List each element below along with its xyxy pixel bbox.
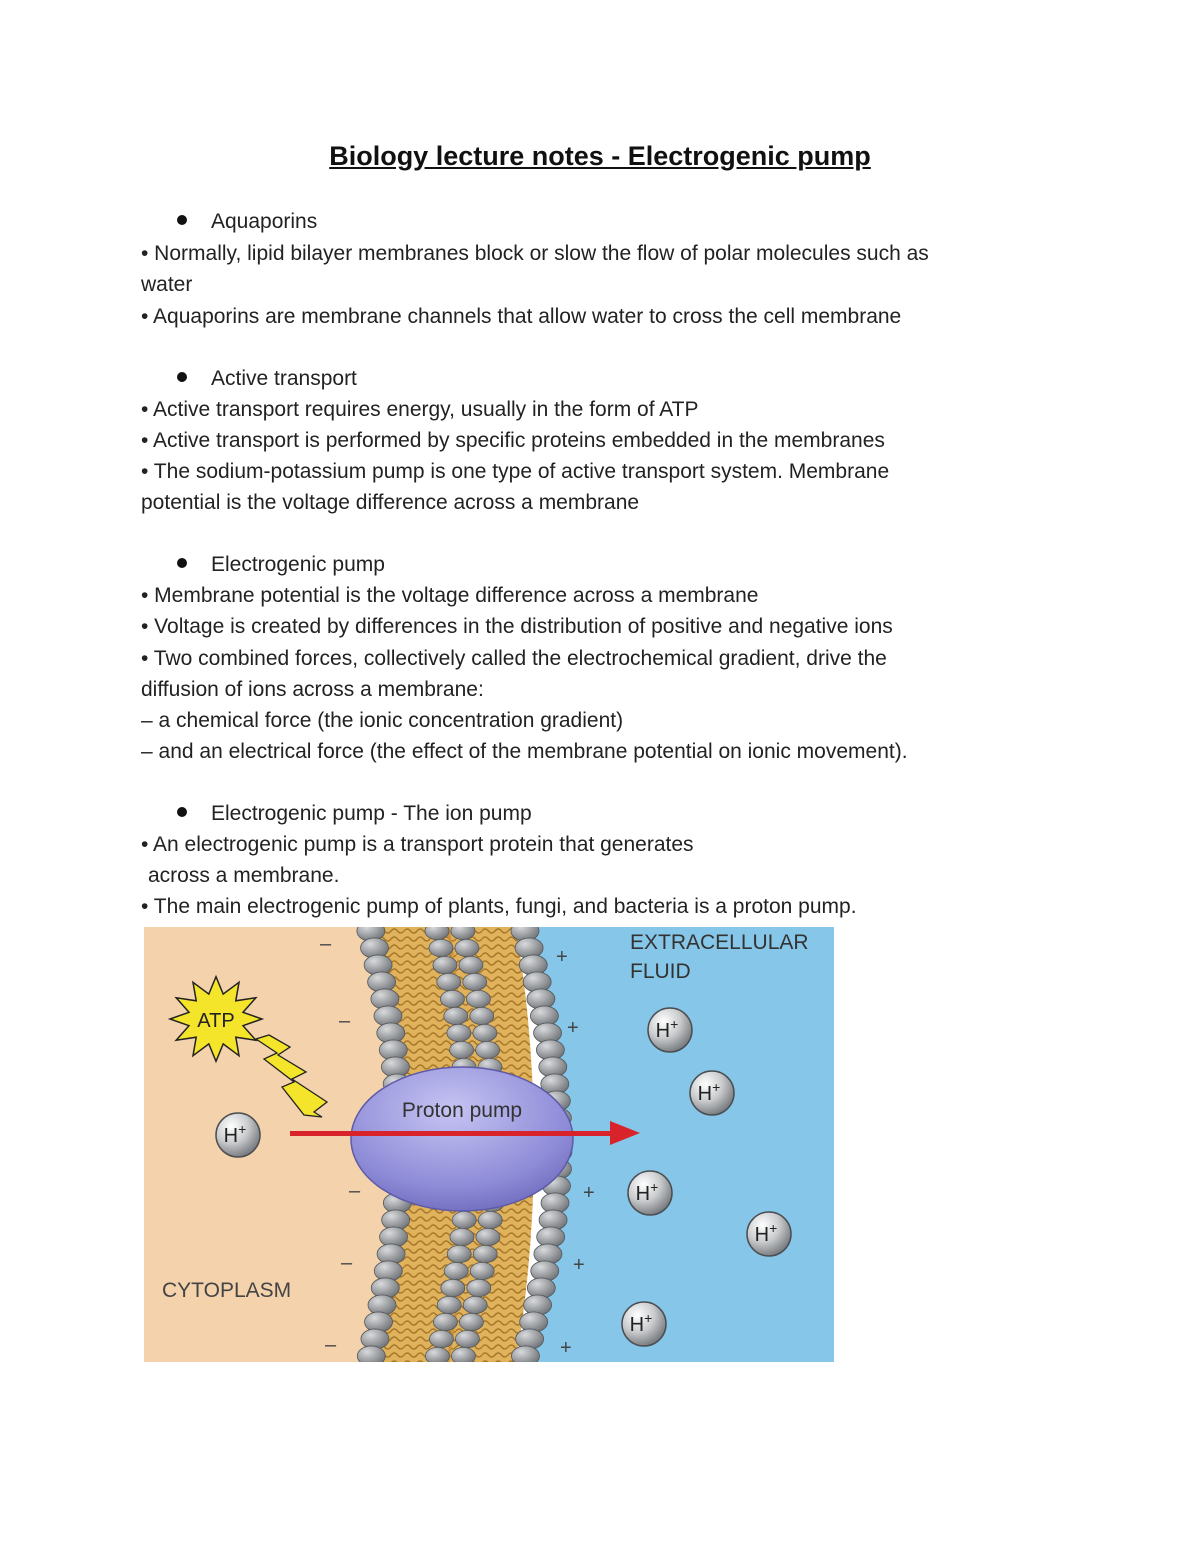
paragraph-line: • Voltage is created by differences in the distribution of positive and negative ions: [141, 615, 893, 638]
paragraph-line: water: [141, 273, 193, 296]
lipid-head: [463, 1296, 487, 1313]
extracellular-label: EXTRACELLULAR: [630, 931, 809, 954]
lipid-head: [455, 939, 479, 956]
svg-text:ATP: ATP: [197, 1010, 235, 1032]
paragraph-line: diffusion of ions across a membrane:: [141, 678, 484, 701]
lipid-head: [441, 1279, 465, 1296]
lipid-head: [463, 973, 487, 990]
svg-text:–: –: [339, 1010, 351, 1032]
svg-text:H+: H+: [629, 1310, 653, 1336]
lipid-head: [440, 990, 464, 1007]
bullet-icon: [177, 807, 187, 817]
svg-text:H+: H+: [655, 1016, 679, 1042]
lipid-head: [437, 1296, 461, 1313]
lipid-head: [466, 990, 490, 1007]
svg-text:–: –: [341, 1252, 353, 1274]
proton-pump-label: Proton pump: [401, 1099, 523, 1122]
lipid-head: [447, 1245, 471, 1262]
hydrogen-ion-icon: [622, 1302, 666, 1346]
lipid-head: [451, 1347, 475, 1362]
bullet-icon: [177, 372, 187, 382]
svg-text:+: +: [560, 1337, 572, 1359]
paragraph-line: – and an electrical force (the effect of the membrane potential on ionic movement).: [141, 740, 908, 763]
paragraph-line: – a chemical force (the ionic concentration gradient): [141, 709, 624, 732]
lipid-head: [433, 956, 457, 973]
lipid-head: [444, 1007, 468, 1024]
lipid-head: [450, 1228, 474, 1245]
lipid-head: [425, 1347, 449, 1362]
paragraph-line: • The sodium-potassium pump is one type of active transport system. Membrane: [141, 460, 890, 483]
lipid-head: [476, 1041, 500, 1058]
paragraph-line: • Active transport is performed by specific proteins embedded in the membranes: [141, 429, 885, 452]
page-title: Biology lecture notes - Electrogenic pump: [329, 141, 871, 171]
section-heading-electrogenic-pump: [177, 549, 385, 580]
lipid-head: [473, 1245, 497, 1262]
hydrogen-ion-icon: [628, 1171, 672, 1215]
lipid-head: [433, 1313, 457, 1330]
lipid-head: [473, 1024, 497, 1041]
lipid-head: [452, 1211, 476, 1228]
fluid-label: FLUID: [630, 960, 691, 983]
lipid-head: [444, 1262, 468, 1279]
section-heading-text: Electrogenic pump: [211, 553, 385, 576]
lipid-head: [357, 1346, 385, 1362]
hydrogen-ion-icon: [648, 1008, 692, 1052]
lipid-head: [459, 1313, 483, 1330]
section-heading-text: Electrogenic pump - The ion pump: [211, 802, 532, 825]
lipid-head: [429, 1330, 453, 1347]
proton-pump: [351, 1067, 573, 1211]
svg-text:+: +: [573, 1254, 585, 1276]
section-heading-aquaporins: [177, 206, 317, 237]
svg-text:+: +: [567, 1017, 579, 1039]
lipid-head: [470, 1007, 494, 1024]
paragraph-line: potential is the voltage difference across a membrane: [141, 491, 640, 514]
bullet-icon: [177, 558, 187, 568]
proton-pump-diagram: [144, 927, 834, 1362]
paragraph-line: • Membrane potential is the voltage difference across a membrane: [141, 584, 759, 607]
cytoplasm-label: CYTOPLASM: [162, 1279, 292, 1302]
svg-text:+: +: [556, 946, 568, 968]
paragraph-line: • Aquaporins are membrane channels that allow water to cross the cell membrane: [141, 305, 902, 328]
bullet-icon: [177, 215, 187, 225]
paragraph-line: • Normally, lipid bilayer membranes block or slow the flow of polar molecules such as: [141, 242, 929, 265]
lipid-head: [455, 1330, 479, 1347]
section-heading-text: Aquaporins: [211, 210, 318, 233]
lipid-head: [429, 939, 453, 956]
svg-text:–: –: [325, 1334, 337, 1356]
lipid-head: [511, 1346, 539, 1362]
lipid-head: [450, 1041, 474, 1058]
section-heading-text: Active transport: [211, 367, 357, 390]
lipid-head: [476, 1228, 500, 1245]
paragraph-line: • Active transport requires energy, usually in the form of ATP: [141, 398, 699, 421]
paragraph-line: • An electrogenic pump is a transport protein that generates: [141, 833, 694, 856]
lipid-head: [467, 1279, 491, 1296]
lipid-head: [459, 956, 483, 973]
svg-text:H+: H+: [697, 1079, 721, 1105]
lipid-head: [437, 973, 461, 990]
svg-text:+: +: [583, 1182, 595, 1204]
svg-text:–: –: [349, 1180, 361, 1202]
svg-text:H+: H+: [223, 1121, 247, 1147]
paragraph-line: • The main electrogenic pump of plants, fungi, and bacteria is a proton pump.: [141, 895, 857, 918]
section-heading-active-transport: [177, 363, 357, 394]
paragraph-line: • Two combined forces, collectively called the electrochemical gradient, drive the: [141, 647, 887, 670]
paragraph-line: across a membrane.: [148, 864, 340, 887]
hydrogen-ion-icon: [216, 1113, 260, 1157]
svg-text:H+: H+: [754, 1220, 778, 1246]
hydrogen-ion-icon: [747, 1212, 791, 1256]
svg-text:H+: H+: [635, 1179, 659, 1205]
section-heading-ion-pump: [177, 798, 532, 829]
lipid-head: [447, 1024, 471, 1041]
hydrogen-ion-icon: [690, 1071, 734, 1115]
lipid-head: [470, 1262, 494, 1279]
lipid-head: [478, 1211, 502, 1228]
svg-text:–: –: [320, 933, 332, 955]
